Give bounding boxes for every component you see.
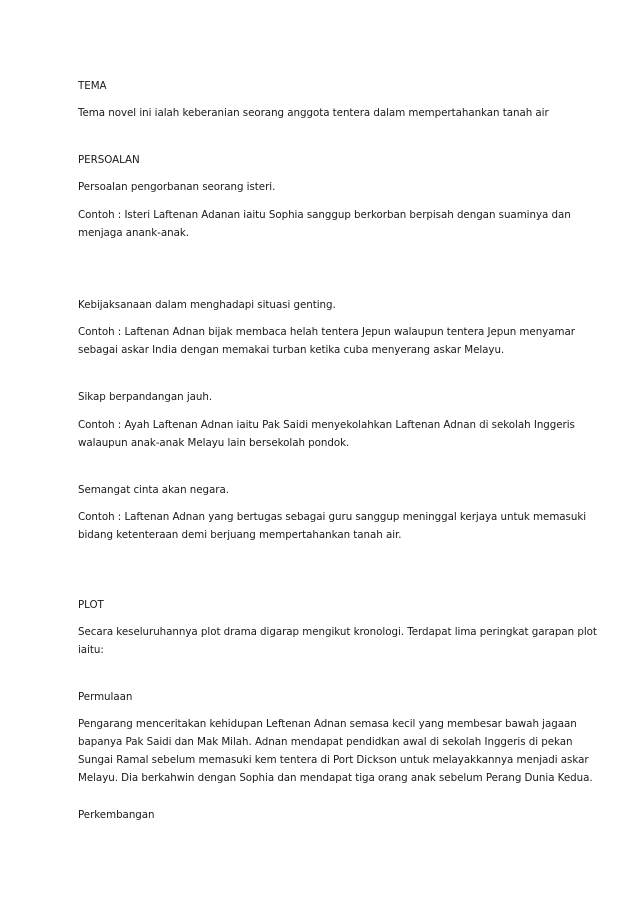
persoalan-item-example-line: Contoh : Ayah Laftenan Adnan iaitu Pak Saidi menyekolahkan Laftenan Adnan di sekolah Inggeris	[78, 419, 575, 431]
plot-intro-line: iaitu:	[78, 644, 104, 656]
persoalan-item-example-line: walaupun anak-anak Melayu lain bersekolah pondok.	[78, 437, 350, 449]
permulaan-line: bapanya Pak Saidi dan Mak Milah. Adnan mendapat pendidkan awal di sekolah Inggeris di pekan	[78, 736, 573, 748]
persoalan-item-title: Sikap berpandangan jauh.	[78, 391, 213, 403]
persoalan-item-title: Persoalan pengorbanan seorang isteri.	[78, 181, 276, 193]
permulaan-line: Sungai Ramal sebelum memasuki kem tentera di Port Dickson untuk melayakkannya menjadi askar	[78, 754, 589, 766]
permulaan-heading: Permulaan	[78, 691, 133, 703]
perkembangan-heading: Perkembangan	[78, 809, 155, 821]
persoalan-item-title: Semangat cinta akan negara.	[78, 484, 229, 496]
persoalan-heading: PERSOALAN	[78, 154, 140, 166]
permulaan-line: Pengarang menceritakan kehidupan Leftenan Adnan semasa kecil yang membesar bawah jagaan	[78, 718, 577, 730]
persoalan-item-example-line: Contoh : Isteri Laftenan Adanan iaitu Sophia sanggup berkorban berpisah dengan suaminya dan	[78, 209, 571, 221]
persoalan-item-example-line: sebagai askar India dengan memakai turban ketika cuba menyerang askar Melayu.	[78, 344, 505, 356]
tema-heading: TEMA	[78, 80, 107, 92]
plot-heading: PLOT	[78, 599, 104, 611]
persoalan-item-title: Kebijaksanaan dalam menghadapi situasi genting.	[78, 299, 336, 311]
plot-intro-line: Secara keseluruhannya plot drama digarap mengikut kronologi. Terdapat lima peringkat garapan plot	[78, 626, 597, 638]
persoalan-item-example-line: Contoh : Laftenan Adnan bijak membaca helah tentera Jepun walaupun tentera Jepun menyamar	[78, 326, 575, 338]
permulaan-line: Melayu. Dia berkahwin dengan Sophia dan mendapat tiga orang anak sebelum Perang Dunia Kedua.	[78, 772, 593, 784]
persoalan-item-example-line: bidang ketenteraan demi berjuang mempertahankan tanah air.	[78, 529, 402, 541]
persoalan-item-example-line: Contoh : Laftenan Adnan yang bertugas sebagai guru sanggup meninggal kerjaya untuk memasuki	[78, 511, 587, 523]
tema-text: Tema novel ini ialah keberanian seorang anggota tentera dalam mempertahankan tanah air	[78, 107, 549, 119]
persoalan-item-example-line: menjaga anank-anak.	[78, 227, 189, 239]
